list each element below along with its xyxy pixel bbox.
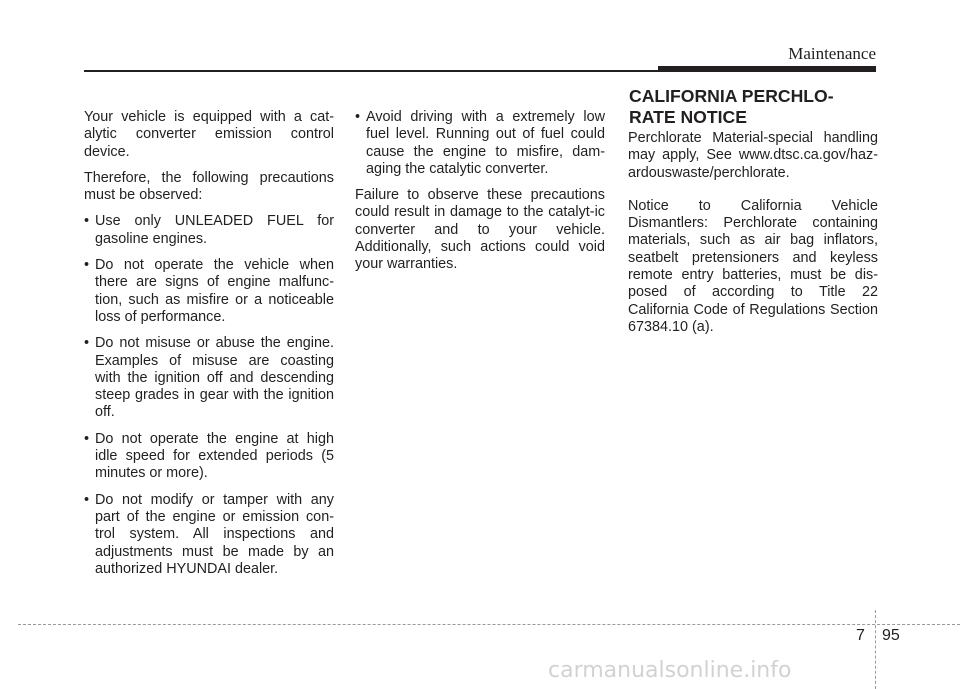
- list-item: • Do not modify or tamper with any part of the engine or emission con-trol system. All inspections and adjustments must be made by an authorized HYUNDAI dealer.: [84, 491, 334, 577]
- bullet-icon: •: [84, 430, 90, 447]
- list-item: • Avoid driving with a extremely low fuel level. Running out of fuel could cause the engine to misfire, dam-aging the catalytic converter.: [355, 109, 605, 177]
- list-item: • Use only UNLEADED FUEL for gasoline engines.: [84, 213, 334, 247]
- precaution-list-continued: [355, 109, 605, 178]
- dismantler-notice-paragraph: Notice to California Vehicle Dismantlers: Perchlorate containing materials, such as air bag inflators, seatbelt pretensioners and keyless remote entry batteries, must be dis-posed of according to Title 22 California Code of Regulations Section 67384.10 (a).: [628, 197, 878, 335]
- precaution-list: [84, 213, 334, 578]
- bullet-icon: •: [84, 491, 90, 508]
- precaution-intro: Therefore, the following precautions must be observed:: [84, 169, 334, 204]
- intro-paragraph: Your vehicle is equipped with a cat-alytic converter emission control device.: [84, 109, 334, 160]
- bullet-icon: •: [84, 213, 90, 230]
- header-rule-thin: [84, 70, 664, 72]
- bullet-icon: •: [84, 335, 90, 352]
- watermark: carmanualsonline.info: [548, 658, 792, 683]
- section-title: Maintenance: [788, 44, 876, 63]
- header-rule-thick: [658, 66, 876, 72]
- column-left: [84, 109, 334, 587]
- footer-divider: [18, 624, 960, 625]
- warning-paragraph: Failure to observe these precautions could result in damage to the catalyt-ic converter and to your vehicle. Additionally, such actions could void your warranties.: [355, 187, 605, 273]
- list-item: • Do not operate the vehicle when there are signs of engine malfunc-tion, such as misfire or a noticeable loss of performance.: [84, 257, 334, 325]
- perchlorate-paragraph: Perchlorate Material-special handling may apply, See www.dtsc.ca.gov/haz-ardouswaste/perchlorate.: [628, 130, 878, 181]
- chapter-number: 7: [856, 627, 865, 644]
- column-right: [628, 130, 878, 345]
- list-item: • Do not misuse or abuse the engine. Examples of misuse are coasting with the ignition off and descending steep grades in gear with the ignition off.: [84, 335, 334, 421]
- bullet-icon: •: [355, 109, 361, 125]
- bullet-icon: •: [84, 257, 90, 274]
- list-item: • Do not operate the engine at high idle speed for extended periods (5 minutes or more).: [84, 430, 334, 482]
- column-middle: [355, 109, 605, 283]
- page-number: 95: [882, 627, 900, 644]
- perchlorate-heading: CALIFORNIA PERCHLO- RATE NOTICE: [629, 86, 834, 127]
